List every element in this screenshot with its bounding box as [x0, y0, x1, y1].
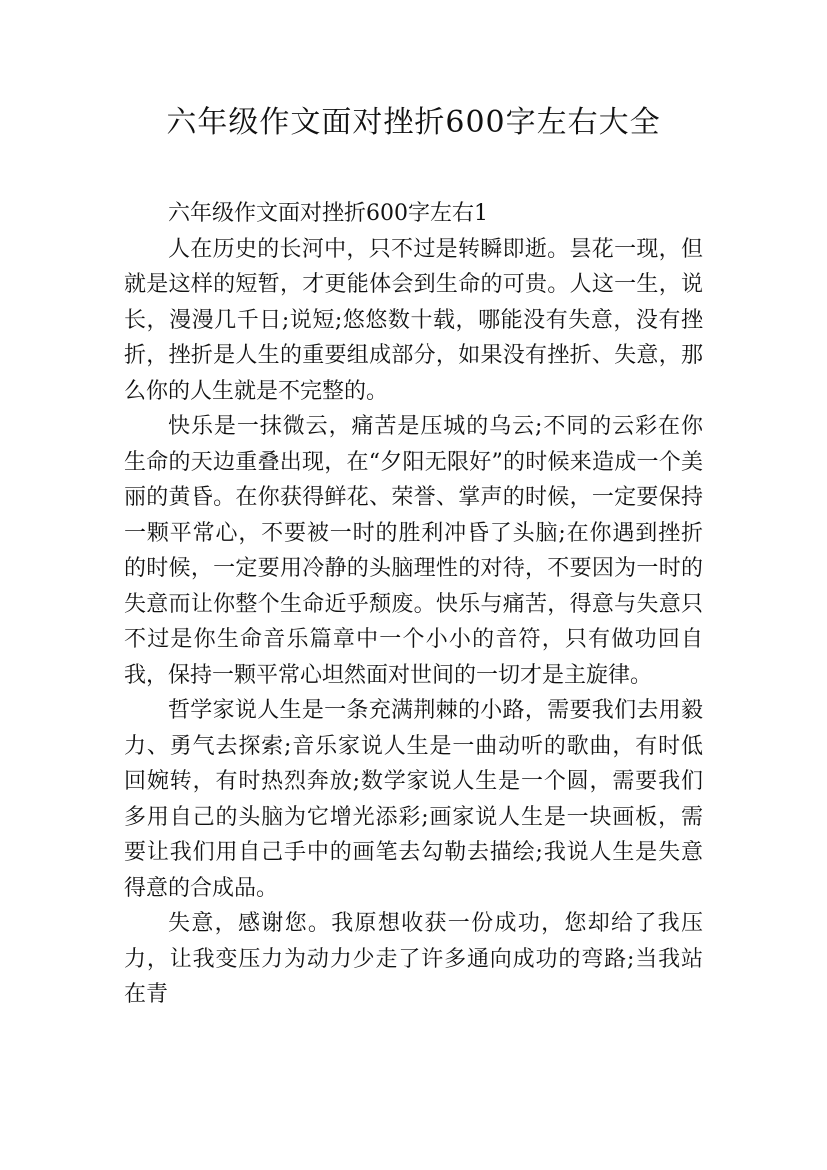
document-title: 六年级作文面对挫折600字左右大全 — [166, 105, 661, 140]
paragraph-1: 人在历史的长河中，只不过是转瞬即逝。昙花一现，但就是这样的短暂，才更能体会到生命的可贵。人这一生，说长，漫漫几千日;说短;悠悠数十载，哪能没有失意，没有挫折，挫折是人生的重要组成部分，如果没有挫折、失意，那么你的人生就是不完整的。 — [124, 236, 703, 404]
paragraph-2: 快乐是一抹微云，痛苦是压城的乌云;不同的云彩在你生命的天边重叠出现，在“夕阳无限好”的时候来造成一个美丽的黄昏。在你获得鲜花、荣誉、掌声的时候，一定要保持一颗平常心，不要被一时的胜利冲昏了头脑;在你遇到挫折的时候，一定要用冷静的头脑理性的对待，不要因为一时的失意而让你整个生命近乎颓废。快乐与痛苦，得意与失意只不过是你生命音乐篇章中一个小小的音符，只有做功回自我，保持一颗平常心坦然面对世间的一切才是主旋律。 — [124, 414, 703, 688]
document-body — [124, 196, 703, 1013]
section-heading: 六年级作文面对挫折600字左右1 — [168, 201, 488, 226]
paragraph-4: 失意，感谢您。我原想收获一份成功，您却给了我压力，让我变压力为动力少走了许多通向成功的弯路;当我站在青 — [124, 911, 703, 1007]
paragraph-3: 哲学家说人生是一条充满荆棘的小路，需要我们去用毅力、勇气去探索;音乐家说人生是一曲动听的歌曲，有时低回婉转，有时热烈奔放;数学家说人生是一个圆，需要我们多用自己的头脑为它增光添彩;画家说人生是一块画板，需要让我们用自己手中的画笔去勾勒去描绘;我说人生是失意得意的合成品。 — [124, 698, 703, 901]
